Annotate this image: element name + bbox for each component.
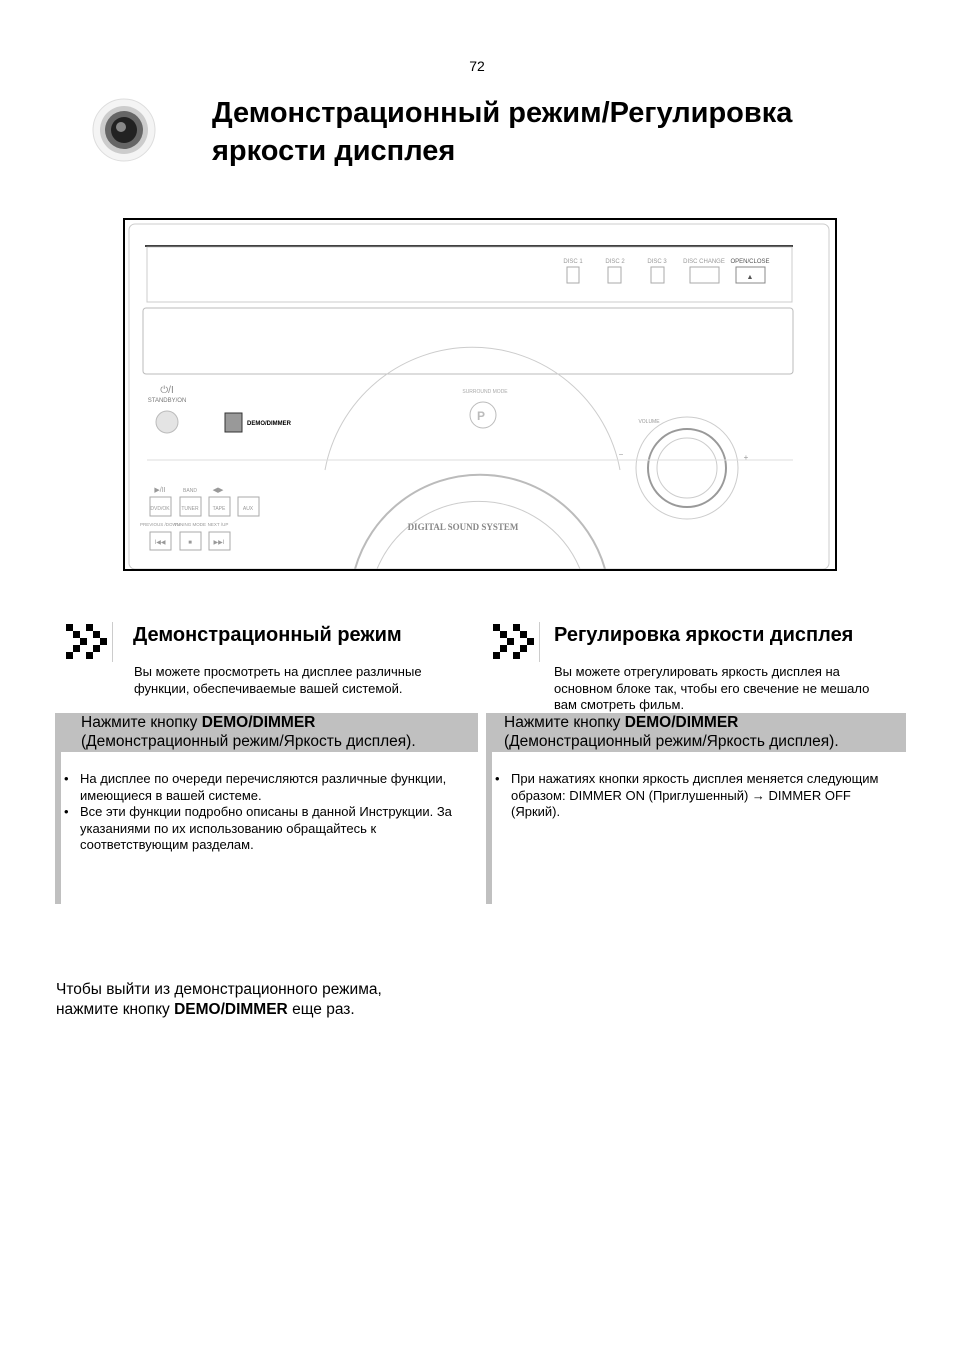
digital-sound-system-logo: DIGITAL SOUND SYSTEM — [407, 522, 519, 532]
disc2-label: DISC 2 — [605, 259, 625, 265]
next-button-icon: ▶▶I — [213, 540, 225, 546]
standby-label: STANDBY/ON — [147, 398, 187, 404]
demo-mode-heading: Демонстрационный режим — [133, 624, 402, 646]
step-text: Нажмите кнопку — [81, 714, 202, 731]
page-number: 72 — [469, 58, 485, 74]
brightness-step-box — [486, 713, 906, 752]
demo-dimmer-button — [225, 413, 242, 432]
previous-button-icon: I◀◀ — [154, 540, 166, 546]
demo-dimmer-label: DEMO/DIMMER — [247, 421, 291, 427]
volume-label: VOLUME — [638, 419, 660, 425]
list-item: • Все эти функции подробно описаны в данной Инструкции. За указаниями по их использованию обращайтесь к соответствующим разделам. — [58, 804, 478, 854]
brightness-description: Вы можете отрегулировать яркость дисплея на основном блоке так, чтобы его свечение не мешало вам смотреть фильм. — [554, 664, 870, 712]
demo-mode-description: Вы можете просмотреть на дисплее различные функции, обеспечиваемые вашей системой. — [134, 664, 422, 696]
step-button-name: DEMO/DIMMER — [201, 714, 316, 731]
disc3-label: DISC 3 — [647, 259, 667, 265]
demo-bullets — [58, 771, 478, 854]
step-text: Нажмите кнопку — [504, 714, 625, 731]
step-text: (Демонстрационный режим/Яркость дисплея). — [81, 733, 416, 750]
open-close-label: OPEN/CLOSE — [730, 259, 770, 265]
step-text: (Демонстрационный режим/Яркость дисплея). — [504, 733, 839, 750]
tuning-mode-label: TUNING MODE — [174, 522, 206, 527]
tape-button: TAPE — [212, 506, 226, 512]
exit-demo-note — [56, 980, 382, 1019]
previous-label: PREVIOUS /DOWN — [139, 522, 181, 527]
disc-change-label: DISC CHANGE — [683, 259, 725, 265]
next-label: NEXT /UP — [207, 522, 229, 527]
direction-label: ◀▶ — [212, 487, 224, 494]
surround-label: SURROUND MODE — [462, 389, 508, 395]
band-label: BAND — [183, 488, 197, 494]
brightness-heading: Регулировка яркости дисплея — [554, 624, 854, 646]
stop-button-icon: ■ — [188, 540, 192, 546]
section-arrow-icon — [493, 622, 537, 662]
power-icon: ⏻/I — [160, 385, 174, 396]
footer-text: Чтобы выйти из демонстрационного режима, — [56, 981, 382, 998]
aux-button: AUX — [242, 506, 254, 512]
play-pause-label: ▶/II — [154, 487, 166, 494]
device-front-panel-illustration — [123, 218, 837, 571]
dvd-ok-button: DVD/OK — [150, 506, 170, 512]
section-arrow-icon — [66, 622, 110, 662]
step-button-name: DEMO/DIMMER — [624, 714, 739, 731]
demo-step-box — [55, 713, 478, 752]
footer-button-name: DEMO/DIMMER — [174, 1000, 288, 1018]
footer-text: еще раз. — [287, 1000, 355, 1018]
disc-buttons — [567, 267, 765, 283]
standby-button — [156, 411, 178, 433]
svg-text:P: P — [477, 409, 486, 423]
eject-icon: ▲ — [746, 274, 754, 281]
list-item: • На дисплее по очереди перечисляются различные функции, имеющиеся в вашей системе. — [58, 771, 478, 804]
footer-text: нажмите кнопку — [56, 1000, 175, 1018]
volume-minus-label: − — [618, 450, 624, 459]
brightness-bullets — [489, 771, 879, 821]
page-title: Демонстрационный режим/Регулировка яркости дисплея — [212, 97, 793, 167]
disc1-label: DISC 1 — [563, 259, 583, 265]
volume-plus-label: + — [743, 453, 749, 462]
divider — [539, 622, 540, 662]
list-item: • При нажатиях кнопки яркость дисплея меняется следующим образом: DIMMER ON (Приглушенный) → DIMMER OFF (Яркий). — [489, 771, 879, 821]
tuner-button: TUNER — [181, 506, 199, 512]
divider — [112, 622, 113, 662]
speaker-icon — [92, 98, 156, 162]
